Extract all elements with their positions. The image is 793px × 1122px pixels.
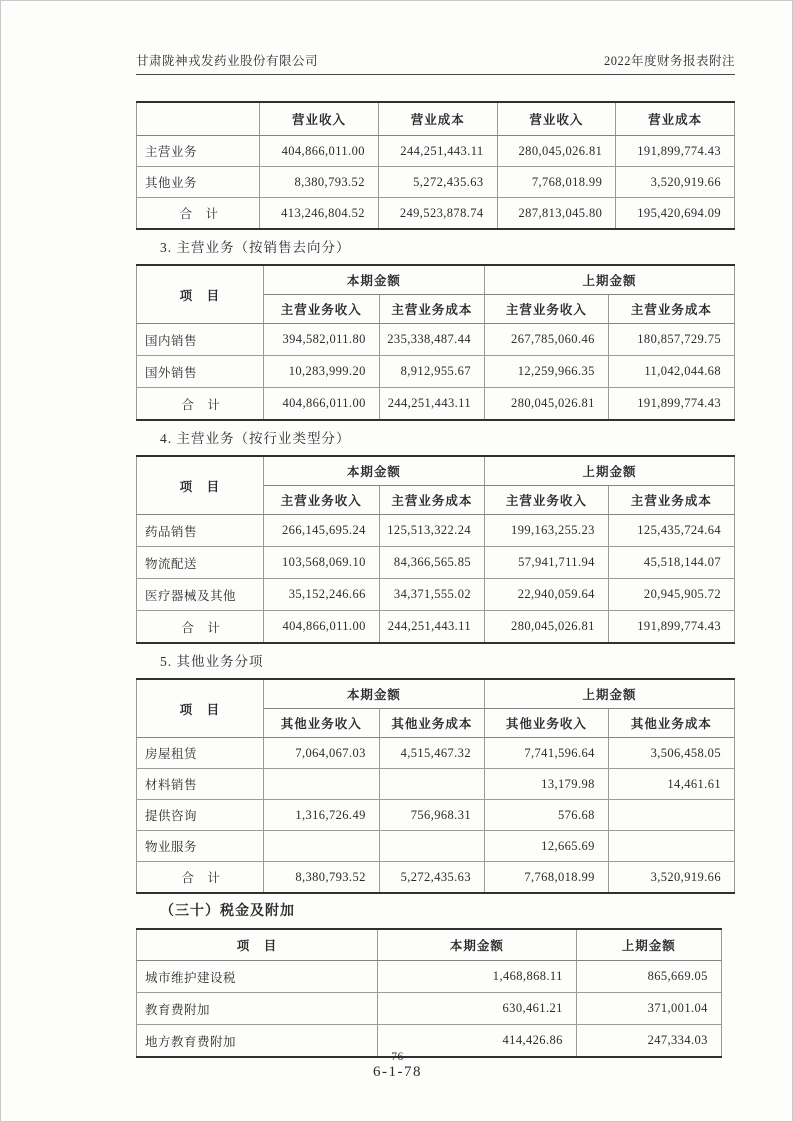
amount-cell: 280,045,026.81	[485, 388, 609, 421]
doc-number: 6-1-78	[373, 1064, 422, 1080]
column-header: 其他业务成本	[379, 709, 484, 738]
amount-cell	[263, 831, 379, 862]
column-header: 主营业务成本	[379, 486, 484, 515]
amount-cell: 414,426.86	[377, 1025, 576, 1058]
amount-cell: 5,272,435.63	[379, 862, 484, 894]
amount-cell: 8,912,955.67	[379, 356, 484, 388]
column-header: 其他业务成本	[608, 709, 734, 738]
row-label: 其他业务	[137, 167, 260, 198]
amount-cell: 35,152,246.66	[263, 579, 379, 611]
column-header: 上期金额	[485, 679, 735, 709]
header-row	[137, 102, 735, 136]
main-business-by-destination-table	[136, 264, 735, 421]
amount-cell: 84,366,565.85	[379, 547, 484, 579]
amount-cell	[608, 831, 734, 862]
table-row	[137, 324, 735, 356]
amount-cell	[263, 769, 379, 800]
row-label: 房屋租赁	[137, 738, 264, 769]
amount-cell: 244,251,443.11	[379, 611, 484, 644]
amount-cell: 8,380,793.52	[260, 167, 379, 198]
row-label: 提供咨询	[137, 800, 264, 831]
column-header: 其他业务收入	[263, 709, 379, 738]
header-row	[137, 679, 735, 709]
table-row	[137, 515, 735, 547]
amount-cell: 7,768,018.99	[485, 862, 609, 894]
amount-cell: 13,179.98	[485, 769, 609, 800]
amount-cell: 756,968.31	[379, 800, 484, 831]
column-header: 主营业务收入	[263, 486, 379, 515]
header-row	[137, 929, 722, 961]
section-30-heading: （三十）税金及附加	[160, 904, 295, 919]
table-row	[137, 198, 735, 230]
column-header: 本期金额	[263, 679, 484, 709]
amount-cell: 10,283,999.20	[263, 356, 379, 388]
amount-cell: 1,468,868.11	[377, 961, 576, 993]
company-name: 甘肃陇神戎发药业股份有限公司	[136, 54, 319, 68]
column-header: 主营业务收入	[485, 295, 609, 324]
row-label: 物业服务	[137, 831, 264, 862]
row-label: 国外销售	[137, 356, 264, 388]
other-business-items-table	[136, 678, 735, 894]
amount-cell: 1,316,726.49	[263, 800, 379, 831]
amount-cell: 7,741,596.64	[485, 738, 609, 769]
amount-cell: 20,945,905.72	[608, 579, 734, 611]
amount-cell: 180,857,729.75	[608, 324, 734, 356]
row-label: 教育费附加	[137, 993, 378, 1025]
row-label: 合 计	[137, 198, 260, 230]
page-header	[136, 51, 735, 75]
amount-cell: 244,251,443.11	[378, 136, 497, 167]
column-header: 本期金额	[263, 265, 484, 295]
amount-cell: 45,518,144.07	[608, 547, 734, 579]
column-header: 项 目	[137, 265, 264, 324]
row-label: 地方教育费附加	[137, 1025, 378, 1058]
column-header: 上期金额	[485, 265, 735, 295]
amount-cell: 3,506,458.05	[608, 738, 734, 769]
amount-cell: 57,941,711.94	[485, 547, 609, 579]
amount-cell: 5,272,435.63	[378, 167, 497, 198]
amount-cell: 191,899,774.43	[616, 136, 735, 167]
column-header: 主营业务成本	[379, 295, 484, 324]
amount-cell: 191,899,774.43	[608, 611, 734, 644]
revenue-cost-summary-table	[136, 101, 735, 230]
amount-cell: 12,665.69	[485, 831, 609, 862]
amount-cell: 7,064,067.03	[263, 738, 379, 769]
amount-cell: 191,899,774.43	[608, 388, 734, 421]
amount-cell: 630,461.21	[377, 993, 576, 1025]
amount-cell	[379, 831, 484, 862]
column-header: 营业成本	[616, 102, 735, 136]
amount-cell: 280,045,026.81	[497, 136, 616, 167]
amount-cell: 3,520,919.66	[616, 167, 735, 198]
amount-cell: 247,334.03	[576, 1025, 721, 1058]
column-header: 项 目	[137, 679, 264, 738]
amount-cell: 34,371,555.02	[379, 579, 484, 611]
amount-cell: 7,768,018.99	[497, 167, 616, 198]
section-4-heading: 4. 主营业务（按行业类型分）	[160, 431, 351, 446]
amount-cell: 125,513,322.24	[379, 515, 484, 547]
table-row	[137, 356, 735, 388]
amount-cell: 14,461.61	[608, 769, 734, 800]
amount-cell: 249,523,878.74	[378, 198, 497, 230]
amount-cell: 576.68	[485, 800, 609, 831]
taxes-and-surcharges-table	[136, 928, 722, 1058]
amount-cell: 125,435,724.64	[608, 515, 734, 547]
column-header: 主营业务成本	[608, 295, 734, 324]
table-row	[137, 800, 735, 831]
table-row	[137, 862, 735, 894]
amount-cell: 235,338,487.44	[379, 324, 484, 356]
amount-cell: 103,568,069.10	[263, 547, 379, 579]
table-row	[137, 831, 735, 862]
section-3-heading: 3. 主营业务（按销售去向分）	[160, 240, 351, 255]
table-row	[137, 579, 735, 611]
row-label: 合 计	[137, 611, 264, 644]
table-row	[137, 769, 735, 800]
header-row	[137, 456, 735, 486]
amount-cell: 267,785,060.46	[485, 324, 609, 356]
row-label: 物流配送	[137, 547, 264, 579]
column-header: 主营业务成本	[608, 486, 734, 515]
page-footer	[1, 1051, 793, 1081]
row-label: 合 计	[137, 388, 264, 421]
amount-cell: 287,813,045.80	[497, 198, 616, 230]
column-header: 主营业务收入	[263, 295, 379, 324]
table-row	[137, 993, 722, 1025]
row-label: 合 计	[137, 862, 264, 894]
amount-cell: 266,145,695.24	[263, 515, 379, 547]
amount-cell: 404,866,011.00	[260, 136, 379, 167]
main-business-by-industry-table	[136, 455, 735, 644]
amount-cell: 4,515,467.32	[379, 738, 484, 769]
amount-cell: 280,045,026.81	[485, 611, 609, 644]
table-row	[137, 547, 735, 579]
amount-cell: 413,246,804.52	[260, 198, 379, 230]
column-header: 其他业务收入	[485, 709, 609, 738]
header-row	[137, 265, 735, 295]
section-5-heading: 5. 其他业务分项	[160, 654, 264, 669]
amount-cell: 12,259,966.35	[485, 356, 609, 388]
row-label: 医疗器械及其他	[137, 579, 264, 611]
column-header: 营业收入	[497, 102, 616, 136]
table-row	[137, 388, 735, 421]
column-header: 本期金额	[263, 456, 484, 486]
table-row	[137, 136, 735, 167]
row-label: 国内销售	[137, 324, 264, 356]
amount-cell: 371,001.04	[576, 993, 721, 1025]
amount-cell: 22,940,059.64	[485, 579, 609, 611]
table-row	[137, 961, 722, 993]
column-header: 本期金额	[377, 929, 576, 961]
amount-cell	[608, 800, 734, 831]
amount-cell: 865,669.05	[576, 961, 721, 993]
page-number: 76	[391, 1051, 404, 1063]
column-header: 上期金额	[576, 929, 721, 961]
amount-cell: 404,866,011.00	[263, 388, 379, 421]
amount-cell: 195,420,694.09	[616, 198, 735, 230]
report-title: 2022年度财务报表附注	[603, 54, 735, 68]
amount-cell: 394,582,011.80	[263, 324, 379, 356]
table-row	[137, 738, 735, 769]
column-header	[137, 102, 260, 136]
amount-cell: 244,251,443.11	[379, 388, 484, 421]
row-label: 主营业务	[137, 136, 260, 167]
column-header: 营业成本	[378, 102, 497, 136]
table-row	[137, 167, 735, 198]
row-label: 药品销售	[137, 515, 264, 547]
column-header: 营业收入	[260, 102, 379, 136]
row-label: 城市维护建设税	[137, 961, 378, 993]
amount-cell: 3,520,919.66	[608, 862, 734, 894]
amount-cell: 404,866,011.00	[263, 611, 379, 644]
page-content	[136, 1, 735, 1058]
column-header: 项 目	[137, 456, 264, 515]
column-header: 项 目	[137, 929, 378, 961]
row-label: 材料销售	[137, 769, 264, 800]
column-header: 上期金额	[485, 456, 735, 486]
amount-cell	[379, 769, 484, 800]
amount-cell: 11,042,044.68	[608, 356, 734, 388]
column-header: 主营业务收入	[485, 486, 609, 515]
amount-cell: 199,163,255.23	[485, 515, 609, 547]
amount-cell: 8,380,793.52	[263, 862, 379, 894]
table-row	[137, 611, 735, 644]
